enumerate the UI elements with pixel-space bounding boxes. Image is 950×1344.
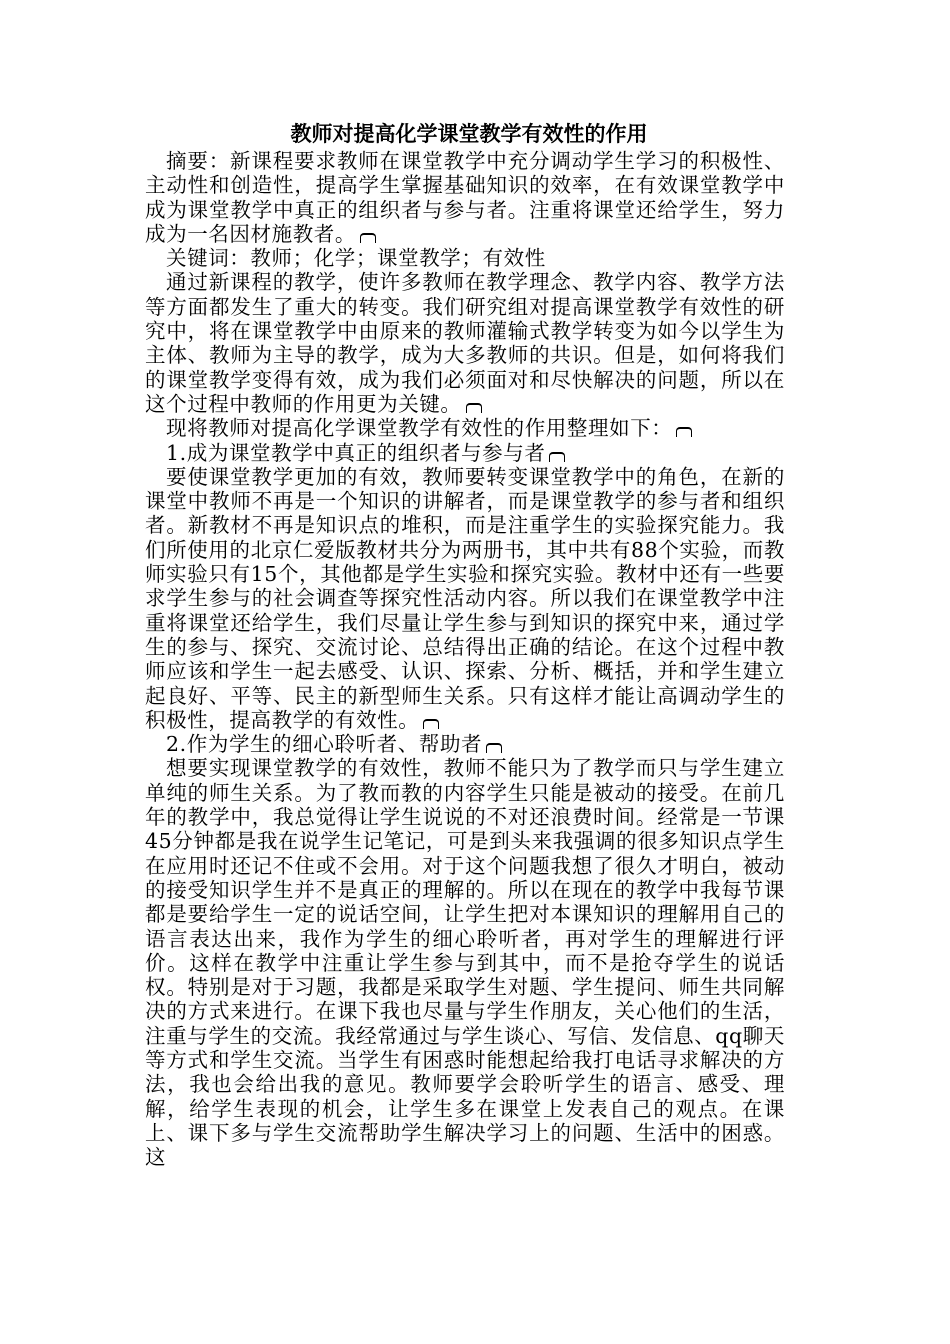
paragraph-mark-icon <box>360 233 376 243</box>
paragraph <box>145 416 785 440</box>
paragraph <box>145 246 785 270</box>
paragraph-text: 要使课堂教学更加的有效，教师要转变课堂教学中的角色，在新的课堂中教师不再是一个知识的讲解者，而是课堂教学的参与者和组织者。新教材不再是知识点的堆积，而是注重学生的实验探究能力。我们所使用的北京仁爱版教材共分为两册书，其中共有88个实验，而教师实验只有15个，其他都是学生实验和探究实验。教材中还有一些要求学生参与的社会调查等探究性活动内容。所以我们在课堂教学中注重将课堂还给学生，我们尽量让学生参与到知识的探究中来，通过学生的参与、探究、交流讨论、总结得出正确的结论。在这个过程中教师应该和学生一起去感受、认识、探索、分析、概括，并和学生建立起良好、平等、民主的新型师生关系。只有这样才能让高调动学生的积极性，提高教学的有效性。 <box>145 464 785 732</box>
document-body <box>145 149 785 1169</box>
paragraph-text: 现将教师对提高化学课堂教学有效性的作用整理如下： <box>166 416 673 441</box>
paragraph-mark-icon <box>549 452 565 462</box>
paragraph <box>145 756 785 1169</box>
paragraph-text: 关键词：教师；化学；课堂教学；有效性 <box>166 246 546 271</box>
paragraph-text: 想要实现课堂教学的有效性，教师不能只为了教学而只与学生建立单纯的师生关系。为了教而教的内容学生只能是被动的接受。在前几年的教学中，我总觉得让学生说说的不对还浪费时间。经常是一节课45分钟都是我在说学生记笔记，可是到头来我强调的很多知识点学生在应用时还记不住或不会用。对于这个问题我想了很久才明白，被动的接受知识学生并不是真正的理解的。所以在现在的教学中我每节课都是要给学生一定的说话空间，让学生把对本课知识的理解用自己的语言表达出来，我作为学生的细心聆听者，再对学生的理解进行评价。这样在教学中注重让学生参与到其中，而不是抢夺学生的说话权。特别是对于习题，我都是采取学生对题、学生提问、师生共同解决的方式来进行。在课下我也尽量与学生作朋友，关心他们的生活，注重与学生的交流。我经常通过与学生谈心、写信、发信息、qq聊天等方式和学生交流。当学生有困惑时能想起给我打电话寻求解决的方法，我也会给出我的意见。教师要学会聆听学生的语言、感受、理解，给学生表现的机会，让学生多在课堂上发表自己的观点。在课上、课下多与学生交流帮助学生解决学习上的问题、生活中的困惑。这 <box>145 756 785 1170</box>
paragraph-mark-icon <box>676 427 692 437</box>
paragraph-mark-icon <box>466 403 482 413</box>
paragraph-text: 2.作为学生的细心聆听者、帮助者 <box>166 732 483 757</box>
paragraph-mark-icon <box>486 743 502 753</box>
paragraph <box>145 149 785 246</box>
paragraph <box>145 441 785 465</box>
document-title: 教师对提高化学课堂教学有效性的作用 <box>290 121 648 146</box>
paragraph <box>145 465 785 732</box>
paragraph-text: 摘要：新课程要求教师在课堂教学中充分调动学生学习的积极性、主动性和创造性，提高学生掌握基础知识的效率，在有效课堂教学中成为课堂教学中真正的组织者与参与者。注重将课堂还给学生，努力成为一名因材施教者。 <box>145 149 785 246</box>
paragraph-text: 通过新课程的教学，使许多教师在教学理念、教学内容、教学方法等方面都发生了重大的转变。我们研究组对提高课堂教学有效性的研究中，将在课堂教学中由原来的教师灌输式教学转变为如今以学生为主体、教师为主导的教学，成为大多教师的共识。但是，如何将我们的课堂教学变得有效，成为我们必须面对和尽快解决的问题，所以在这个过程中教师的作用更为关键。 <box>145 270 785 416</box>
document-page <box>145 121 785 1169</box>
paragraph-text: 1.成为课堂教学中真正的组织者与参与者 <box>166 440 546 465</box>
paragraph <box>145 732 785 756</box>
paragraph-mark-icon <box>423 719 439 729</box>
paragraph <box>145 270 785 416</box>
